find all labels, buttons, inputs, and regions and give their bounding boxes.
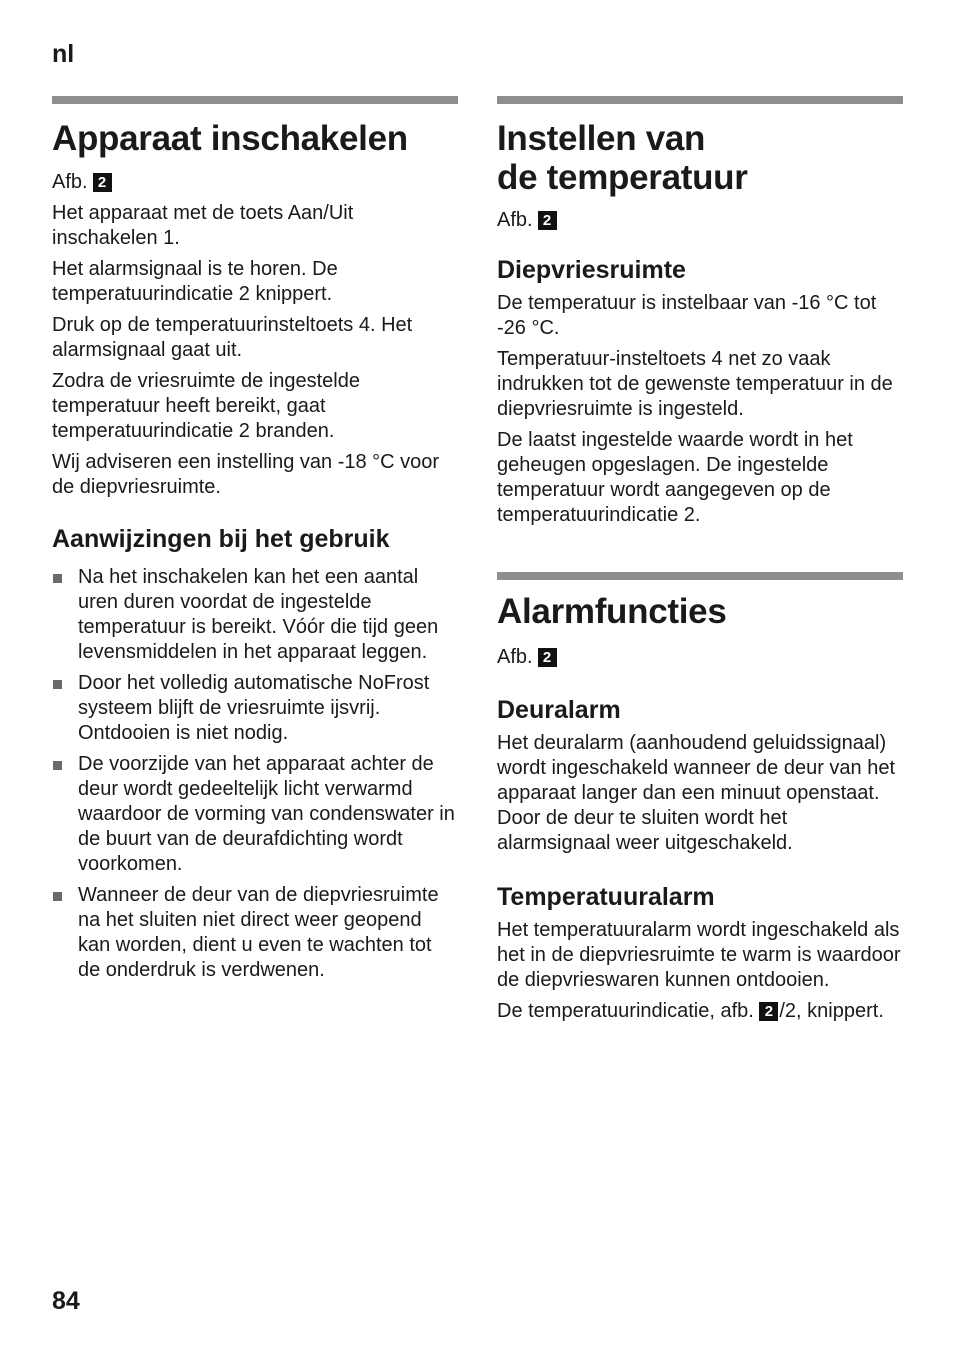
paragraph: Het temperatuuralarm wordt ingeschakeld als het in de diepvriesruimte te warm is waardoor de diepvrieswaren kunnen ontdooien. (497, 919, 901, 991)
paragraph: De laatst ingestelde waarde wordt in het geheugen opgeslagen. De ingestelde temperatuur wordt aangegeven op de temperatuurindicatie 2. (497, 429, 853, 526)
list-item (52, 883, 458, 983)
paragraph: De temperatuur is instelbaar van -16 °C tot -26 °C. (497, 292, 877, 339)
bullet-square-icon (53, 761, 62, 770)
subsection-title-deuralarm: Deuralarm (497, 696, 621, 724)
paragraph: Zodra de vriesruimte de ingestelde temperatuur heeft bereikt, gaat temperatuurindicatie 2 branden. (52, 370, 360, 442)
figure-number-badge: 2 (93, 173, 112, 192)
section-rule (497, 96, 903, 104)
paragraph-group (52, 201, 458, 500)
language-label: nl (52, 40, 75, 68)
figure-reference (497, 645, 903, 670)
section-rule (497, 572, 903, 580)
title-line: de temperatuur (497, 158, 748, 197)
figure-reference (497, 208, 903, 233)
list-item (52, 565, 458, 665)
paragraph-text: /2, knippert. (779, 1000, 884, 1022)
paragraph: Temperatuur-insteltoets 4 net zo vaak indrukken tot de gewenste temperatuur in de diepvriesruimte is ingesteld. (497, 348, 893, 420)
list-item-text: De voorzijde van het apparaat achter de deur wordt gedeeltelijk licht verwarmd waardoor de vorming van condenswater in de buurt van de deurafdichting wordt voorkomen. (78, 753, 455, 875)
paragraph: Het apparaat met de toets Aan/Uit inschakelen 1. (52, 202, 354, 249)
section-title-instellen-temperatuur (497, 119, 903, 197)
section-title-alarmfuncties: Alarmfuncties (497, 592, 727, 631)
section-title-apparaat-inschakelen: Apparaat inschakelen (52, 119, 408, 158)
figure-number-badge: 2 (538, 648, 557, 667)
subsection-title-diepvriesruimte: Diepvriesruimte (497, 256, 686, 284)
paragraph (497, 999, 903, 1024)
title-line: Instellen van (497, 119, 706, 158)
figure-label: Afb. (497, 209, 533, 231)
figure-number-badge: 2 (759, 1002, 778, 1021)
subsection-title-aanwijzingen: Aanwijzingen bij het gebruik (52, 525, 390, 553)
paragraph: Het alarmsignaal is te horen. De temperatuurindicatie 2 knippert. (52, 258, 338, 305)
figure-number-badge: 2 (538, 211, 557, 230)
list-item-text: Door het volledig automatische NoFrost systeem blijft de vriesruimte ijsvrij. Ontdooien is niet nodig. (78, 672, 430, 744)
list-item-text: Wanneer de deur van de diepvriesruimte na het sluiten niet direct weer geopend kan worden, dient u even te wachten tot de onderdruk is verdwenen. (78, 884, 439, 981)
usage-notes-list (52, 565, 458, 983)
subsection-title-temperatuuralarm: Temperatuuralarm (497, 883, 715, 911)
list-item (52, 671, 458, 746)
right-column (497, 96, 903, 1030)
paragraph: Druk op de temperatuurinsteltoets 4. Het alarmsignaal gaat uit. (52, 314, 413, 361)
figure-label: Afb. (497, 646, 533, 668)
list-item (52, 752, 458, 877)
list-item-text: Na het inschakelen kan het een aantal uren duren voordat de ingestelde temperatuur is bereikt. Vóór die tijd geen levensmiddelen in het apparaat leggen. (78, 566, 439, 663)
section-rule (52, 96, 458, 104)
left-column (52, 96, 458, 989)
figure-reference (52, 170, 458, 195)
bullet-square-icon (53, 680, 62, 689)
paragraph-text: De temperatuurindicatie, afb. (497, 1000, 754, 1022)
paragraph: Het deuralarm (aanhoudend geluidssignaal) wordt ingeschakeld wanneer de deur van het apparaat langer dan een minuut openstaat. Door de deur te sluiten wordt het alarmsignaal weer uitgeschakeld. (497, 732, 896, 854)
bullet-square-icon (53, 892, 62, 901)
bullet-square-icon (53, 574, 62, 583)
figure-label: Afb. (52, 171, 88, 193)
page-number: 84 (52, 1287, 80, 1315)
paragraph: Wij adviseren een instelling van -18 °C voor de diepvriesruimte. (52, 451, 440, 498)
